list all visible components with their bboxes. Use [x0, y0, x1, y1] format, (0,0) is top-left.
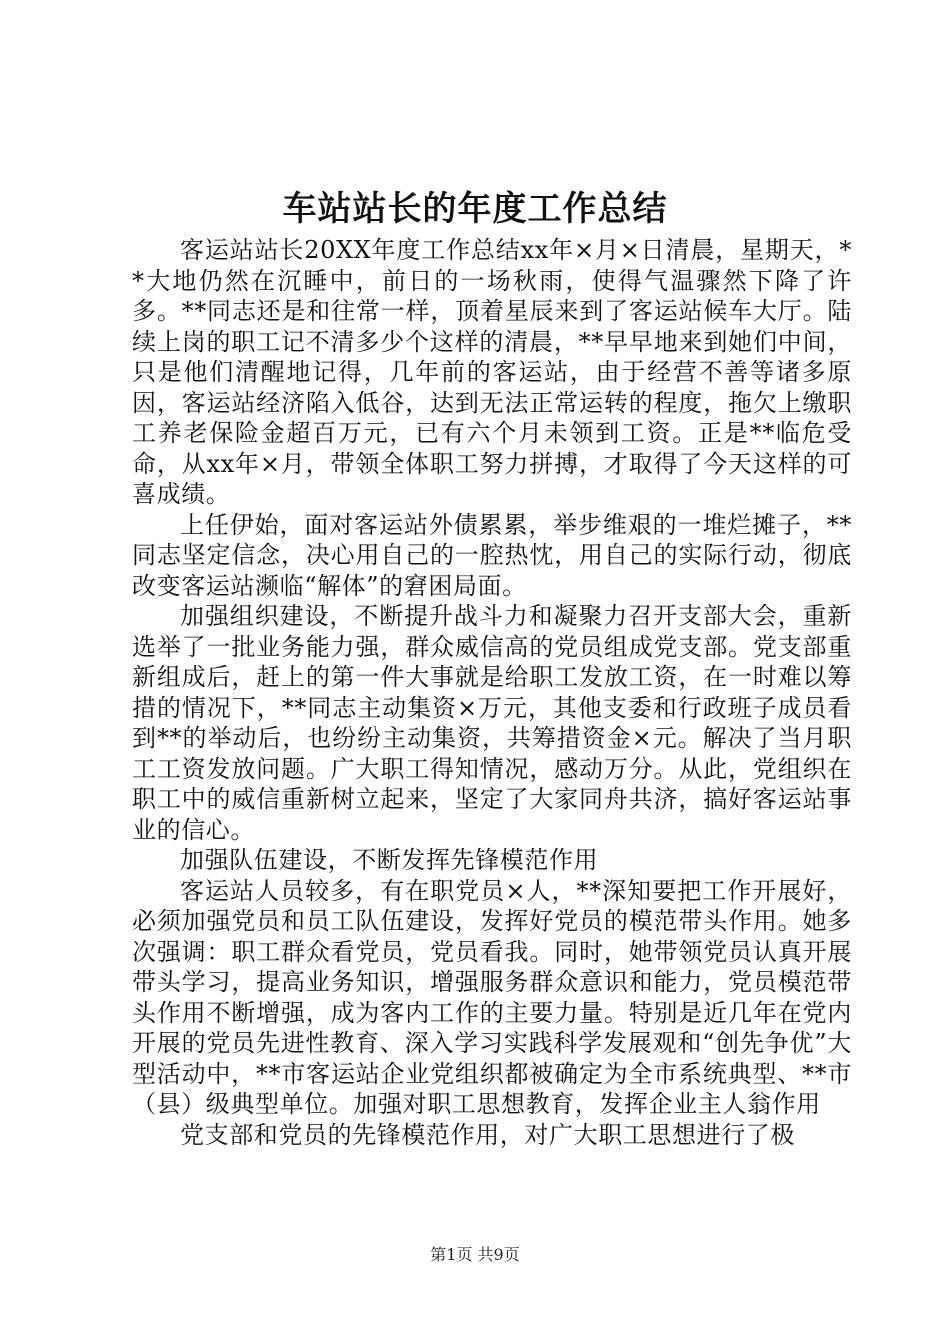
paragraph-3: 加强组织建设，不断提升战斗力和凝聚力召开支部大会，重新选举了一批业务能力强，群众威信高的党员组成党支部。党支部重新组成后，赶上的第一件大事就是给职工发放工资，在一时难以筹措的情况下，**同志主动集资×万元，其他支委和行政班子成员看到**的举动后，也纷纷主动集资，共筹措资金×元。解决了当月职工工资发放问题。广大职工得知情况，感动万分。从此，党组织在职工中的威信重新树立起来，坚定了大家同舟共济，搞好客运站事业的信心。 [132, 602, 852, 844]
paragraph-2: 上任伊始，面对客运站外债累累，举步维艰的一堆烂摊子，**同志坚定信念，决心用自己的一腔热忱，用自己的实际行动，彻底改变客运站濒临“解体”的窘困局面。 [132, 510, 852, 600]
section-heading: 加强队伍建设，不断发挥先锋模范作用 [180, 846, 599, 874]
paragraph-1: 客运站站长20XX年度工作总结xx年×月×日清晨，星期天，**大地仍然在沉睡中，前日的一场秋雨，使得气温骤然下降了许多。**同志还是和往常一样，顶着星辰来到了客运站候车大厅。陆续上岗的职工记不清多少个这样的清晨，**早早地来到她们中间，只是他们清醒地记得，几年前的客运站，由于经营不善等诸多原因，客运站经济陷入低谷，达到无法正常运转的程度，拖欠上缴职工养老保险金超百万元，已有六个月未领到工资。正是**临危受命，从xx年×月，带领全体职工努力拼搏，才取得了今天这样的可喜成绩。 [132, 236, 852, 508]
paragraph-4: 客运站人员较多，有在职党员×人，**深知要把工作开展好，必须加强党员和员工队伍建设，发挥好党员的模范带头作用。她多次强调：职工群众看党员，党员看我。同时，她带领党员认真开展带头学习，提高业务知识，增强服务群众意识和能力，党员模范带头作用不断增强，成为客内工作的主要力量。特别是近几年在党内开展的党员先进性教育、深入学习实践科学发展观和“创先争优”大型活动中，**市客运站企业党组织都被确定为全市系统典型、**市（县）级典型单位。加强对职工思想教育，发挥企业主人翁作用 [132, 876, 852, 1118]
document-title: 车站站长的年度工作总结 [282, 189, 668, 229]
document-body [132, 235, 852, 1150]
paragraph-5: 党支部和党员的先锋模范作用，对广大职工思想进行了极 [180, 1120, 795, 1149]
page-number-footer: 第1页 共9页 [430, 1245, 520, 1264]
